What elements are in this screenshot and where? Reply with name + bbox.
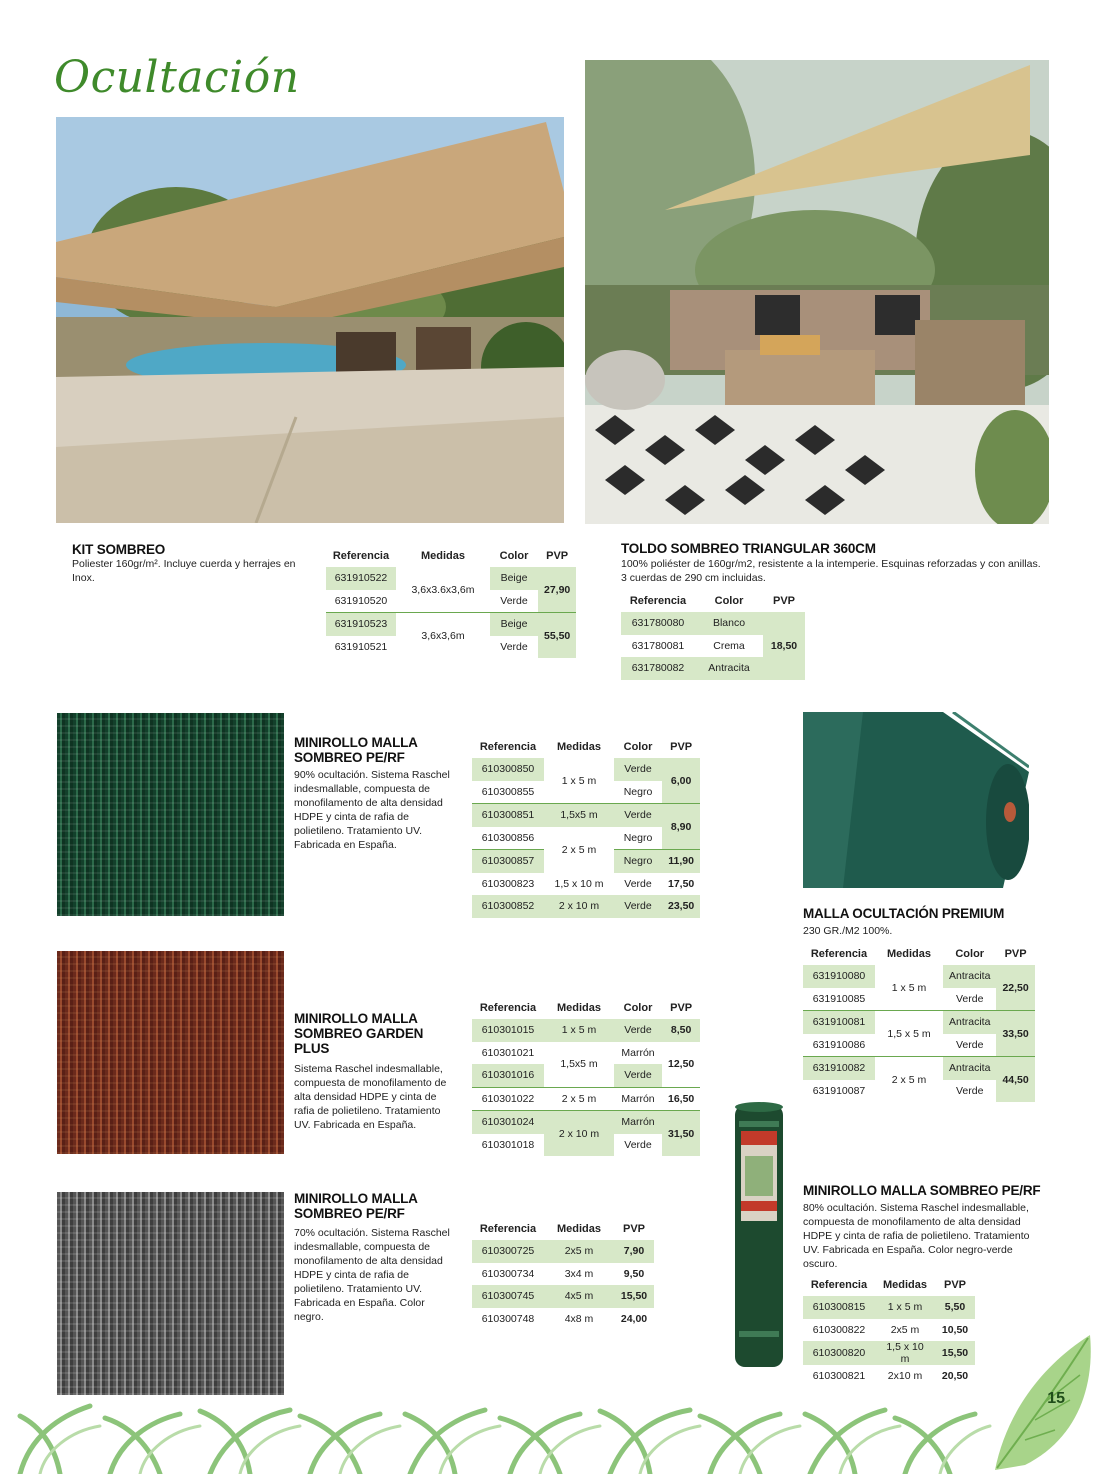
color-cell: Antracita <box>943 965 996 988</box>
ref-cell: 610300734 <box>481 1267 535 1280</box>
ref-cell: 631910523 <box>326 613 396 636</box>
ref-cell: 610301024 <box>472 1111 544 1134</box>
pvp-cell: 17,50 <box>668 877 695 890</box>
malla-premium-description: 230 GR./M2 100%. <box>803 925 893 937</box>
minirollo-90-description: 90% ocultación. Sistema Raschel indesmallable, compuesta de monofilamento de alta densidad HDPE y cinta de rafia de polietileno. Tratamiento UV. Fabricada en España. <box>294 769 450 851</box>
col-header: Medidas <box>420 550 465 562</box>
color-cell: Blanco <box>695 612 763 635</box>
ref-cell: 631910086 <box>812 1038 866 1051</box>
pvp-cell: 55,50 <box>538 613 576 659</box>
medidas-cell: 1 x 5 m <box>561 774 597 787</box>
minirollo-80-table <box>803 1274 975 1388</box>
table-row <box>803 1341 975 1365</box>
medidas-cell: 3,6x3.6x3,6m <box>411 583 475 596</box>
ref-cell: 631910087 <box>812 1084 866 1097</box>
table-row <box>472 1087 700 1111</box>
ref-cell: 610300815 <box>803 1296 875 1319</box>
color-cell: Beige <box>490 613 538 636</box>
ref-cell: 631910522 <box>326 567 396 590</box>
grey-mesh-swatch <box>57 1192 284 1395</box>
minirollo-90-title: MINIROLLO MALLA SOMBREO PE/RF <box>294 735 418 765</box>
color-cell: Verde <box>955 1084 984 1097</box>
table-row <box>472 1019 700 1042</box>
table-row <box>803 1319 975 1342</box>
ref-cell: 610300852 <box>472 895 544 918</box>
ref-cell: 610300851 <box>472 804 544 827</box>
malla-premium-table <box>803 943 1035 1102</box>
table-row <box>472 804 700 827</box>
table-row <box>803 1011 1035 1034</box>
pvp-cell: 27,90 <box>538 567 576 613</box>
col-header: Medidas <box>882 1279 927 1291</box>
minirollo-80-description: 80% ocultación. Sistema Raschel indesmallable, compuesta de monofilamento de alta densidad HDPE y cinta de rafia de polietileno. Tratamiento UV. Fabricada en España. Color negro-verde oscuro. <box>803 1202 1030 1270</box>
malla-premium-title: MALLA OCULTACIÓN PREMIUM <box>803 906 1005 921</box>
minirollo-70-table <box>472 1218 654 1330</box>
col-header: Color <box>623 1002 653 1014</box>
color-cell: Negro <box>614 850 662 873</box>
kit-sombreo-title: KIT SOMBREO <box>72 542 166 557</box>
ref-cell: 631780080 <box>621 612 695 635</box>
col-header: PVP <box>546 550 569 562</box>
color-cell: Verde <box>624 1138 652 1151</box>
medidas-cell: 1 x 5 m <box>544 1019 614 1042</box>
pool-shade-sail-photo <box>56 117 564 523</box>
table-row <box>803 965 1035 988</box>
page-title: Ocultación <box>54 52 300 103</box>
ref-cell: 610300820 <box>803 1341 875 1365</box>
medidas-cell: 2 x 5 m <box>875 1057 943 1103</box>
medidas-cell: 2x5 m <box>544 1240 614 1263</box>
color-cell: Negro <box>623 785 653 798</box>
table-row <box>472 1111 700 1134</box>
medidas-cell: 4x8 m <box>564 1312 594 1325</box>
col-header: Color <box>499 550 529 562</box>
ref-cell: 631910082 <box>803 1057 875 1080</box>
table-row <box>621 612 805 635</box>
col-header: Referencia <box>479 1002 537 1014</box>
color-cell: Verde <box>614 758 662 781</box>
ref-cell: 631910520 <box>334 594 388 607</box>
pvp-cell: 7,90 <box>614 1240 654 1263</box>
pvp-cell: 31,50 <box>662 1111 700 1157</box>
garden-plus-table <box>472 997 700 1156</box>
color-cell: Verde <box>500 640 528 653</box>
col-header: PVP <box>670 741 693 753</box>
ref-cell: 610301016 <box>472 1064 544 1087</box>
color-cell: Verde <box>955 1038 984 1051</box>
minirollo-90-table <box>472 736 700 918</box>
green-mesh-swatch <box>57 713 284 916</box>
ref-cell: 610300822 <box>812 1323 866 1336</box>
toldo-triangular-description: 100% poliéster de 160gr/m2, resistente a la intemperie. Esquinas reforzadas y con anillas. 3 cuerdas de 290 cm incluidas. <box>621 558 1041 584</box>
color-cell: Marrón <box>614 1087 662 1111</box>
pvp-cell: 16,50 <box>662 1087 700 1111</box>
ref-cell: 631910080 <box>803 965 875 988</box>
table-row <box>472 873 700 896</box>
table-row <box>803 1365 975 1388</box>
pvp-cell: 15,50 <box>935 1341 975 1365</box>
medidas-cell: 1,5x5 m <box>560 1058 598 1070</box>
col-header: Referencia <box>810 948 868 960</box>
table-row <box>472 1263 654 1286</box>
pvp-cell: 11,90 <box>662 850 700 873</box>
col-header: Medidas <box>886 948 931 960</box>
table-row <box>803 1296 975 1319</box>
color-cell: Beige <box>490 567 538 590</box>
medidas-cell: 1 x 5 m <box>891 981 927 994</box>
toldo-triangular-title: TOLDO SOMBREO TRIANGULAR 360CM <box>621 541 876 556</box>
medidas-cell: 1,5 x 5 m <box>875 1011 943 1057</box>
table-row <box>472 1042 700 1065</box>
pvp-cell: 9,50 <box>623 1267 645 1280</box>
garden-plus-description: Sistema Raschel indesmallable, compuesta de monofilamento de alta densidad HDPE y cinta de rafia de polietileno. Tratamiento UV. Fabricada en España. <box>294 1063 447 1131</box>
table-row <box>472 1285 654 1308</box>
col-header: Referencia <box>479 1223 537 1235</box>
ref-cell: 610301022 <box>472 1087 544 1111</box>
toldo-triangular-table <box>621 590 805 680</box>
ref-cell: 610300748 <box>481 1312 535 1325</box>
medidas-cell: 2 x 5 m <box>544 1087 614 1111</box>
medidas-cell: 2 x 10 m <box>544 895 614 918</box>
minirollo-70-description: 70% ocultación. Sistema Raschel indesmallable, compuesta de monofilamento de alta densidad HDPE y cinta de rafia de polietileno. Tratamiento UV. Fabricada en España. Color negro. <box>294 1227 450 1323</box>
color-cell: Negro <box>623 831 653 844</box>
ref-cell: 610300855 <box>481 785 535 798</box>
col-header: Medidas <box>556 1223 601 1235</box>
color-cell: Verde <box>500 594 528 607</box>
ref-cell: 610300850 <box>472 758 544 781</box>
medidas-cell: 2 x 10 m <box>544 1111 614 1157</box>
pvp-cell: 22,50 <box>996 965 1034 1011</box>
col-header: PVP <box>1004 948 1027 960</box>
standing-mesh-roll-photo <box>733 1101 785 1371</box>
col-header: Color <box>714 595 744 607</box>
kit-sombreo-description: Poliester 160gr/m². Incluye cuerda y herrajes en Inox. <box>72 558 296 584</box>
color-cell: Antracita <box>943 1011 996 1034</box>
medidas-cell: 3x4 m <box>564 1267 594 1280</box>
medidas-cell: 3,6x3,6m <box>396 613 490 659</box>
grass-decoration <box>0 1396 1105 1474</box>
medidas-cell: 2 x 5 m <box>561 843 597 856</box>
garden-plus-title: MINIROLLO MALLA SOMBREO GARDEN PLUS <box>294 1011 424 1056</box>
color-cell: Verde <box>624 877 652 890</box>
pvp-cell: 18,50 <box>763 612 805 680</box>
color-cell: Marrón <box>614 1111 662 1134</box>
color-cell: Verde <box>614 895 662 918</box>
premium-mesh-roll-photo <box>803 712 1029 888</box>
pvp-cell: 20,50 <box>941 1370 969 1383</box>
pvp-cell: 10,50 <box>941 1323 969 1336</box>
table-row <box>472 758 700 781</box>
minirollo-80-title: MINIROLLO MALLA SOMBREO PE/RF <box>803 1183 1041 1198</box>
ref-cell: 610300725 <box>472 1240 544 1263</box>
color-cell: Antracita <box>695 657 763 680</box>
table-row <box>326 613 576 636</box>
ref-cell: 610300823 <box>481 877 535 890</box>
medidas-cell: 4x5 m <box>544 1285 614 1308</box>
color-cell: Verde <box>614 1019 662 1042</box>
pvp-cell: 24,00 <box>620 1312 648 1325</box>
ref-cell: 610300821 <box>812 1370 866 1383</box>
color-cell: Crema <box>713 639 745 652</box>
color-cell: Marrón <box>621 1046 655 1059</box>
pvp-cell: 8,50 <box>662 1019 700 1042</box>
medidas-cell: 1,5 x 10 m <box>875 1341 935 1365</box>
pvp-cell: 33,50 <box>996 1011 1034 1057</box>
medidas-cell: 2x10 m <box>887 1370 923 1383</box>
medidas-cell: 1,5 x 10 m <box>554 877 604 890</box>
ref-cell: 610300745 <box>472 1285 544 1308</box>
col-header: Referencia <box>810 1279 868 1291</box>
col-header: Medidas <box>556 1002 601 1014</box>
table-row <box>472 895 700 918</box>
minirollo-70-title: MINIROLLO MALLA SOMBREO PE/RF <box>294 1191 418 1221</box>
ref-cell: 610301018 <box>481 1138 535 1151</box>
terrace-triangular-sail-photo <box>585 60 1049 524</box>
pvp-cell: 12,50 <box>668 1058 695 1070</box>
pvp-cell: 15,50 <box>614 1285 654 1308</box>
ref-cell: 631780081 <box>631 639 685 652</box>
pvp-cell: 5,50 <box>935 1296 975 1319</box>
ref-cell: 631780082 <box>621 657 695 680</box>
ref-cell: 631910521 <box>334 640 388 653</box>
col-header: Referencia <box>629 595 687 607</box>
medidas-cell: 2x5 m <box>890 1323 920 1336</box>
col-header: Medidas <box>556 741 601 753</box>
col-header: PVP <box>943 1279 966 1291</box>
kit-sombreo-table <box>326 545 576 658</box>
col-header: Color <box>623 741 653 753</box>
ref-cell: 610300856 <box>481 831 535 844</box>
ref-cell: 610301015 <box>472 1019 544 1042</box>
table-row <box>326 567 576 590</box>
table-row <box>803 1057 1035 1080</box>
col-header: Referencia <box>332 550 390 562</box>
table-row <box>472 1240 654 1263</box>
col-header: PVP <box>670 1002 693 1014</box>
pvp-cell: 6,00 <box>662 758 700 804</box>
pvp-cell: 23,50 <box>662 895 700 918</box>
color-cell: Verde <box>955 992 984 1005</box>
col-header: PVP <box>622 1223 645 1235</box>
pvp-cell: 8,90 <box>662 804 700 850</box>
pvp-cell: 44,50 <box>996 1057 1034 1103</box>
ref-cell: 610301021 <box>481 1046 535 1059</box>
medidas-cell: 1,5x5 m <box>544 804 614 827</box>
medidas-cell: 1 x 5 m <box>875 1296 935 1319</box>
col-header: PVP <box>772 595 795 607</box>
page-number: 15 <box>1047 1390 1065 1407</box>
col-header: Referencia <box>479 741 537 753</box>
col-header: Color <box>955 948 985 960</box>
ref-cell: 631910081 <box>803 1011 875 1034</box>
ref-cell: 631910085 <box>812 992 866 1005</box>
color-cell: Verde <box>614 804 662 827</box>
brown-mesh-swatch <box>57 951 284 1154</box>
color-cell: Antracita <box>943 1057 996 1080</box>
ref-cell: 610300857 <box>472 850 544 873</box>
table-row <box>472 1308 654 1331</box>
color-cell: Verde <box>614 1064 662 1087</box>
